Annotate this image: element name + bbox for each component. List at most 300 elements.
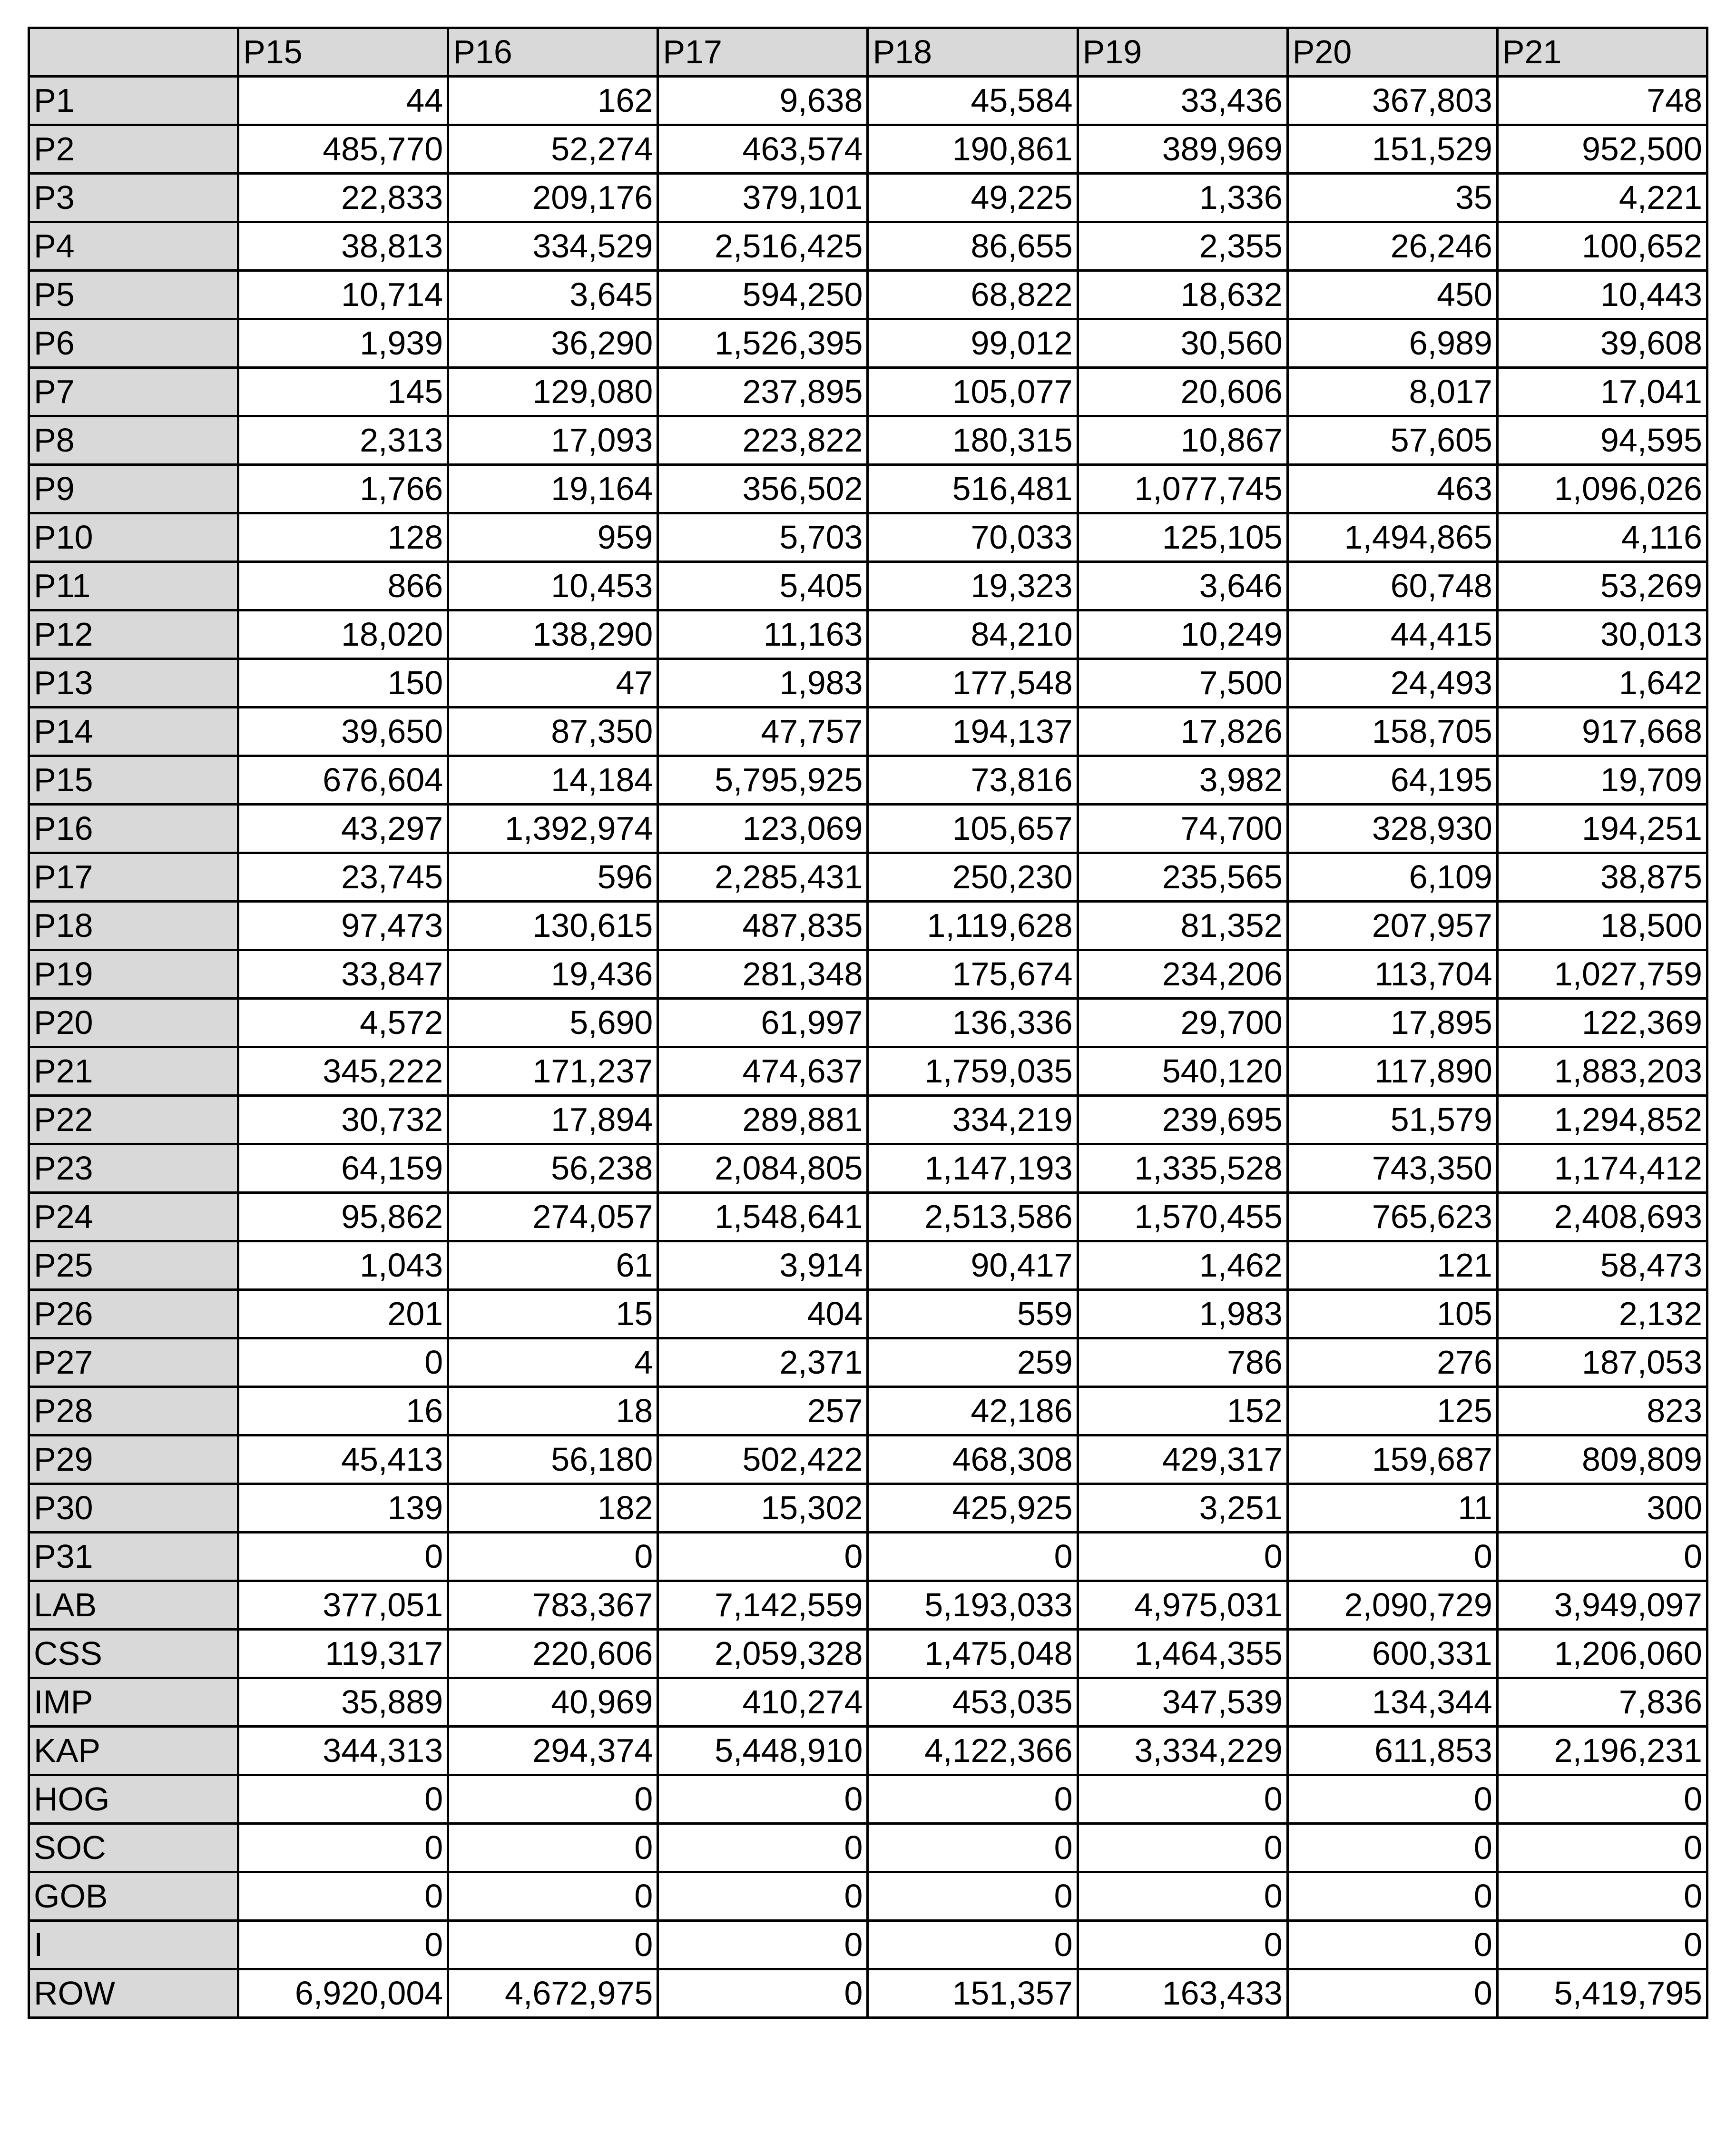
data-cell: 1,462 — [1078, 1241, 1287, 1290]
row-label: P7 — [29, 368, 238, 416]
data-cell: 0 — [1287, 1872, 1497, 1921]
data-cell: 61,997 — [658, 999, 868, 1047]
data-cell: 917,668 — [1497, 708, 1707, 756]
data-cell: 159,687 — [1287, 1435, 1497, 1484]
table-header — [29, 28, 1707, 77]
data-cell: 294,374 — [448, 1727, 658, 1775]
data-cell: 220,606 — [448, 1630, 658, 1678]
data-cell: 58,473 — [1497, 1241, 1707, 1290]
data-cell: 2,132 — [1497, 1290, 1707, 1338]
data-cell: 1,759,035 — [868, 1047, 1078, 1096]
corner-cell — [29, 28, 238, 77]
data-cell: 5,690 — [448, 999, 658, 1047]
data-cell: 151,529 — [1287, 125, 1497, 174]
data-cell: 1,766 — [238, 465, 448, 513]
data-cell: 0 — [448, 1824, 658, 1872]
data-cell: 10,453 — [448, 562, 658, 610]
data-cell: 49,225 — [868, 174, 1078, 222]
data-cell: 22,833 — [238, 174, 448, 222]
column-header: P19 — [1078, 28, 1287, 77]
data-cell: 20,606 — [1078, 368, 1287, 416]
data-cell: 15 — [448, 1290, 658, 1338]
data-cell: 596 — [448, 853, 658, 902]
data-cell: 38,813 — [238, 222, 448, 271]
table-row — [29, 1484, 1707, 1533]
table-row — [29, 174, 1707, 222]
data-cell: 1,174,412 — [1497, 1144, 1707, 1193]
data-cell: 17,826 — [1078, 708, 1287, 756]
data-cell: 0 — [868, 1872, 1078, 1921]
data-cell: 40,969 — [448, 1678, 658, 1727]
data-cell: 344,313 — [238, 1727, 448, 1775]
data-cell: 328,930 — [1287, 805, 1497, 853]
data-cell: 5,703 — [658, 513, 868, 562]
table-row — [29, 756, 1707, 805]
data-cell: 119,317 — [238, 1630, 448, 1678]
data-cell: 289,881 — [658, 1096, 868, 1144]
data-cell: 1,983 — [1078, 1290, 1287, 1338]
data-cell: 0 — [868, 1775, 1078, 1824]
data-cell: 259 — [868, 1338, 1078, 1387]
data-cell: 5,405 — [658, 562, 868, 610]
data-cell: 5,419,795 — [1497, 1969, 1707, 2018]
row-label: CSS — [29, 1630, 238, 1678]
data-cell: 1,077,745 — [1078, 465, 1287, 513]
table-row — [29, 1387, 1707, 1435]
row-label: P21 — [29, 1047, 238, 1096]
row-label: GOB — [29, 1872, 238, 1921]
data-cell: 122,369 — [1497, 999, 1707, 1047]
data-cell: 18,632 — [1078, 271, 1287, 319]
data-cell: 540,120 — [1078, 1047, 1287, 1096]
data-cell: 33,847 — [238, 950, 448, 999]
data-cell: 17,041 — [1497, 368, 1707, 416]
data-cell: 334,219 — [868, 1096, 1078, 1144]
data-cell: 209,176 — [448, 174, 658, 222]
data-cell: 15,302 — [658, 1484, 868, 1533]
column-header: P21 — [1497, 28, 1707, 77]
data-cell: 0 — [658, 1824, 868, 1872]
data-cell: 3,949,097 — [1497, 1581, 1707, 1630]
data-cell: 389,969 — [1078, 125, 1287, 174]
data-cell: 7,836 — [1497, 1678, 1707, 1727]
data-cell: 175,674 — [868, 950, 1078, 999]
data-cell: 19,436 — [448, 950, 658, 999]
data-cell: 38,875 — [1497, 853, 1707, 902]
row-label: P8 — [29, 416, 238, 465]
data-cell: 70,033 — [868, 513, 1078, 562]
data-cell: 158,705 — [1287, 708, 1497, 756]
row-label: P26 — [29, 1290, 238, 1338]
data-cell: 487,835 — [658, 902, 868, 950]
data-cell: 81,352 — [1078, 902, 1287, 950]
data-cell: 274,057 — [448, 1193, 658, 1241]
data-cell: 129,080 — [448, 368, 658, 416]
data-cell: 239,695 — [1078, 1096, 1287, 1144]
data-cell: 51,579 — [1287, 1096, 1497, 1144]
data-cell: 463 — [1287, 465, 1497, 513]
data-cell: 117,890 — [1287, 1047, 1497, 1096]
data-cell: 0 — [1497, 1775, 1707, 1824]
data-cell: 676,604 — [238, 756, 448, 805]
data-cell: 11,163 — [658, 610, 868, 659]
table-row — [29, 562, 1707, 610]
data-cell: 0 — [448, 1921, 658, 1969]
row-label: P27 — [29, 1338, 238, 1387]
data-cell: 123,069 — [658, 805, 868, 853]
row-label: I — [29, 1921, 238, 1969]
data-cell: 0 — [1078, 1921, 1287, 1969]
data-cell: 24,493 — [1287, 659, 1497, 708]
row-label: P13 — [29, 659, 238, 708]
data-cell: 2,516,425 — [658, 222, 868, 271]
table-row — [29, 1727, 1707, 1775]
data-cell: 1,464,355 — [1078, 1630, 1287, 1678]
data-cell: 1,206,060 — [1497, 1630, 1707, 1678]
table-row — [29, 902, 1707, 950]
table-row — [29, 416, 1707, 465]
table-row — [29, 950, 1707, 999]
data-cell: 61 — [448, 1241, 658, 1290]
table-row — [29, 1338, 1707, 1387]
data-cell: 0 — [1078, 1533, 1287, 1581]
row-label: P5 — [29, 271, 238, 319]
row-label: LAB — [29, 1581, 238, 1630]
data-cell: 0 — [238, 1921, 448, 1969]
data-cell: 809,809 — [1497, 1435, 1707, 1484]
data-cell: 1,939 — [238, 319, 448, 368]
row-label: P19 — [29, 950, 238, 999]
data-cell: 64,159 — [238, 1144, 448, 1193]
data-cell: 30,732 — [238, 1096, 448, 1144]
data-cell: 1,294,852 — [1497, 1096, 1707, 1144]
data-cell: 36,290 — [448, 319, 658, 368]
row-label: P18 — [29, 902, 238, 950]
table-row — [29, 1824, 1707, 1872]
row-label: P1 — [29, 77, 238, 125]
data-cell: 99,012 — [868, 319, 1078, 368]
row-label: P11 — [29, 562, 238, 610]
data-cell: 250,230 — [868, 853, 1078, 902]
data-cell: 6,920,004 — [238, 1969, 448, 2018]
data-cell: 26,246 — [1287, 222, 1497, 271]
data-cell: 2,084,805 — [658, 1144, 868, 1193]
data-cell: 121 — [1287, 1241, 1497, 1290]
table-row — [29, 77, 1707, 125]
data-cell: 10,443 — [1497, 271, 1707, 319]
row-label: P25 — [29, 1241, 238, 1290]
data-cell: 139 — [238, 1484, 448, 1533]
data-cell: 1,027,759 — [1497, 950, 1707, 999]
data-cell: 19,323 — [868, 562, 1078, 610]
data-cell: 356,502 — [658, 465, 868, 513]
data-cell: 152 — [1078, 1387, 1287, 1435]
data-cell: 163,433 — [1078, 1969, 1287, 2018]
data-cell: 345,222 — [238, 1047, 448, 1096]
row-label: P28 — [29, 1387, 238, 1435]
data-cell: 10,714 — [238, 271, 448, 319]
data-cell: 0 — [1287, 1969, 1497, 2018]
data-cell: 19,164 — [448, 465, 658, 513]
table-row — [29, 222, 1707, 271]
table-body — [29, 77, 1707, 2018]
data-cell: 9,638 — [658, 77, 868, 125]
row-label: P31 — [29, 1533, 238, 1581]
data-cell: 0 — [868, 1824, 1078, 1872]
data-cell: 0 — [1078, 1824, 1287, 1872]
table-row — [29, 610, 1707, 659]
column-header: P16 — [448, 28, 658, 77]
data-cell: 100,652 — [1497, 222, 1707, 271]
data-cell: 404 — [658, 1290, 868, 1338]
data-cell: 180,315 — [868, 416, 1078, 465]
data-cell: 1,043 — [238, 1241, 448, 1290]
row-label: P30 — [29, 1484, 238, 1533]
row-label: P17 — [29, 853, 238, 902]
data-cell: 136,336 — [868, 999, 1078, 1047]
data-cell: 257 — [658, 1387, 868, 1435]
table-row — [29, 659, 1707, 708]
row-label: ROW — [29, 1969, 238, 2018]
data-cell: 783,367 — [448, 1581, 658, 1630]
row-label: P2 — [29, 125, 238, 174]
data-cell: 23,745 — [238, 853, 448, 902]
data-cell: 182 — [448, 1484, 658, 1533]
data-cell: 19,709 — [1497, 756, 1707, 805]
data-cell: 145 — [238, 368, 448, 416]
data-cell: 35,889 — [238, 1678, 448, 1727]
data-cell: 194,137 — [868, 708, 1078, 756]
data-cell: 1,548,641 — [658, 1193, 868, 1241]
data-cell: 0 — [658, 1872, 868, 1921]
data-cell: 410,274 — [658, 1678, 868, 1727]
data-cell: 64,195 — [1287, 756, 1497, 805]
data-cell: 4,572 — [238, 999, 448, 1047]
row-label: IMP — [29, 1678, 238, 1727]
data-cell: 485,770 — [238, 125, 448, 174]
data-cell: 474,637 — [658, 1047, 868, 1096]
data-cell: 30,560 — [1078, 319, 1287, 368]
data-cell: 39,608 — [1497, 319, 1707, 368]
row-label: KAP — [29, 1727, 238, 1775]
data-cell: 57,605 — [1287, 416, 1497, 465]
row-label: P29 — [29, 1435, 238, 1484]
data-cell: 35 — [1287, 174, 1497, 222]
data-cell: 187,053 — [1497, 1338, 1707, 1387]
data-cell: 10,867 — [1078, 416, 1287, 465]
data-cell: 2,355 — [1078, 222, 1287, 271]
table-row — [29, 1921, 1707, 1969]
data-cell: 5,193,033 — [868, 1581, 1078, 1630]
data-cell: 18 — [448, 1387, 658, 1435]
data-cell: 30,013 — [1497, 610, 1707, 659]
table-row — [29, 1678, 1707, 1727]
row-label: P22 — [29, 1096, 238, 1144]
data-cell: 334,529 — [448, 222, 658, 271]
data-cell: 0 — [238, 1775, 448, 1824]
data-cell: 2,313 — [238, 416, 448, 465]
data-cell: 138,290 — [448, 610, 658, 659]
data-cell: 94,595 — [1497, 416, 1707, 465]
table-row — [29, 1630, 1707, 1678]
data-cell: 959 — [448, 513, 658, 562]
data-cell: 300 — [1497, 1484, 1707, 1533]
row-label: P9 — [29, 465, 238, 513]
data-cell: 105,657 — [868, 805, 1078, 853]
data-cell: 223,822 — [658, 416, 868, 465]
data-cell: 18,500 — [1497, 902, 1707, 950]
data-cell: 17,895 — [1287, 999, 1497, 1047]
data-cell: 87,350 — [448, 708, 658, 756]
data-cell: 14,184 — [448, 756, 658, 805]
data-cell: 16 — [238, 1387, 448, 1435]
data-cell: 0 — [448, 1872, 658, 1921]
column-header: P17 — [658, 28, 868, 77]
data-cell: 171,237 — [448, 1047, 658, 1096]
data-cell: 7,500 — [1078, 659, 1287, 708]
data-cell: 450 — [1287, 271, 1497, 319]
data-cell: 6,989 — [1287, 319, 1497, 368]
data-cell: 45,584 — [868, 77, 1078, 125]
data-cell: 113,704 — [1287, 950, 1497, 999]
data-cell: 0 — [658, 1775, 868, 1824]
data-cell: 2,090,729 — [1287, 1581, 1497, 1630]
data-cell: 1,883,203 — [1497, 1047, 1707, 1096]
data-cell: 0 — [868, 1533, 1078, 1581]
data-cell: 2,371 — [658, 1338, 868, 1387]
data-cell: 18,020 — [238, 610, 448, 659]
table-row — [29, 125, 1707, 174]
data-cell: 4 — [448, 1338, 658, 1387]
data-cell: 39,650 — [238, 708, 448, 756]
data-cell: 201 — [238, 1290, 448, 1338]
data-cell: 151,357 — [868, 1969, 1078, 2018]
table-row — [29, 465, 1707, 513]
data-cell: 125 — [1287, 1387, 1497, 1435]
data-cell: 1,983 — [658, 659, 868, 708]
data-cell: 823 — [1497, 1387, 1707, 1435]
data-cell: 866 — [238, 562, 448, 610]
row-label: P6 — [29, 319, 238, 368]
data-cell: 1,570,455 — [1078, 1193, 1287, 1241]
data-cell: 128 — [238, 513, 448, 562]
data-cell: 235,565 — [1078, 853, 1287, 902]
data-cell: 0 — [448, 1775, 658, 1824]
data-cell: 4,221 — [1497, 174, 1707, 222]
header-row — [29, 28, 1707, 77]
data-cell: 5,448,910 — [658, 1727, 868, 1775]
data-cell: 6,109 — [1287, 853, 1497, 902]
data-cell: 1,336 — [1078, 174, 1287, 222]
table-row — [29, 853, 1707, 902]
row-label: HOG — [29, 1775, 238, 1824]
data-cell: 53,269 — [1497, 562, 1707, 610]
data-cell: 0 — [1287, 1921, 1497, 1969]
data-cell: 45,413 — [238, 1435, 448, 1484]
data-cell: 47 — [448, 659, 658, 708]
data-cell: 56,238 — [448, 1144, 658, 1193]
data-cell: 377,051 — [238, 1581, 448, 1630]
data-cell: 0 — [1078, 1775, 1287, 1824]
data-cell: 3,645 — [448, 271, 658, 319]
data-cell: 130,615 — [448, 902, 658, 950]
data-cell: 73,816 — [868, 756, 1078, 805]
data-cell: 2,408,693 — [1497, 1193, 1707, 1241]
data-cell: 786 — [1078, 1338, 1287, 1387]
table-row — [29, 368, 1707, 416]
data-cell: 105 — [1287, 1290, 1497, 1338]
data-cell: 0 — [448, 1533, 658, 1581]
data-cell: 68,822 — [868, 271, 1078, 319]
table-row — [29, 1047, 1707, 1096]
data-cell: 8,017 — [1287, 368, 1497, 416]
data-cell: 17,894 — [448, 1096, 658, 1144]
data-cell: 237,895 — [658, 368, 868, 416]
data-cell: 4,975,031 — [1078, 1581, 1287, 1630]
data-cell: 502,422 — [658, 1435, 868, 1484]
data-cell: 0 — [658, 1533, 868, 1581]
data-cell: 1,096,026 — [1497, 465, 1707, 513]
data-cell: 11 — [1287, 1484, 1497, 1533]
table-row — [29, 708, 1707, 756]
row-label: P14 — [29, 708, 238, 756]
data-cell: 1,147,193 — [868, 1144, 1078, 1193]
data-cell: 52,274 — [448, 125, 658, 174]
data-cell: 281,348 — [658, 950, 868, 999]
row-label: P3 — [29, 174, 238, 222]
data-cell: 2,059,328 — [658, 1630, 868, 1678]
data-cell: 56,180 — [448, 1435, 658, 1484]
data-cell: 1,475,048 — [868, 1630, 1078, 1678]
data-cell: 0 — [1287, 1824, 1497, 1872]
table-row — [29, 999, 1707, 1047]
data-cell: 105,077 — [868, 368, 1078, 416]
row-label: P20 — [29, 999, 238, 1047]
data-cell: 95,862 — [238, 1193, 448, 1241]
data-cell: 0 — [1078, 1872, 1287, 1921]
row-label: P10 — [29, 513, 238, 562]
data-cell: 60,748 — [1287, 562, 1497, 610]
table-row — [29, 1775, 1707, 1824]
table-row — [29, 1290, 1707, 1338]
data-cell: 0 — [238, 1872, 448, 1921]
row-label: P16 — [29, 805, 238, 853]
data-cell: 3,982 — [1078, 756, 1287, 805]
table-row — [29, 1533, 1707, 1581]
table-row — [29, 1096, 1707, 1144]
table-row — [29, 1435, 1707, 1484]
data-cell: 429,317 — [1078, 1435, 1287, 1484]
data-cell: 29,700 — [1078, 999, 1287, 1047]
column-header: P15 — [238, 28, 448, 77]
data-cell: 1,335,528 — [1078, 1144, 1287, 1193]
data-cell: 2,285,431 — [658, 853, 868, 902]
data-cell: 4,122,366 — [868, 1727, 1078, 1775]
data-cell: 748 — [1497, 77, 1707, 125]
data-cell: 1,119,628 — [868, 902, 1078, 950]
data-cell: 379,101 — [658, 174, 868, 222]
data-cell: 367,803 — [1287, 77, 1497, 125]
data-cell: 0 — [1497, 1824, 1707, 1872]
data-cell: 425,925 — [868, 1484, 1078, 1533]
data-cell: 74,700 — [1078, 805, 1287, 853]
data-cell: 44 — [238, 77, 448, 125]
data-cell: 453,035 — [868, 1678, 1078, 1727]
column-header: P18 — [868, 28, 1078, 77]
data-cell: 276 — [1287, 1338, 1497, 1387]
data-table — [28, 27, 1708, 2019]
data-cell: 3,646 — [1078, 562, 1287, 610]
